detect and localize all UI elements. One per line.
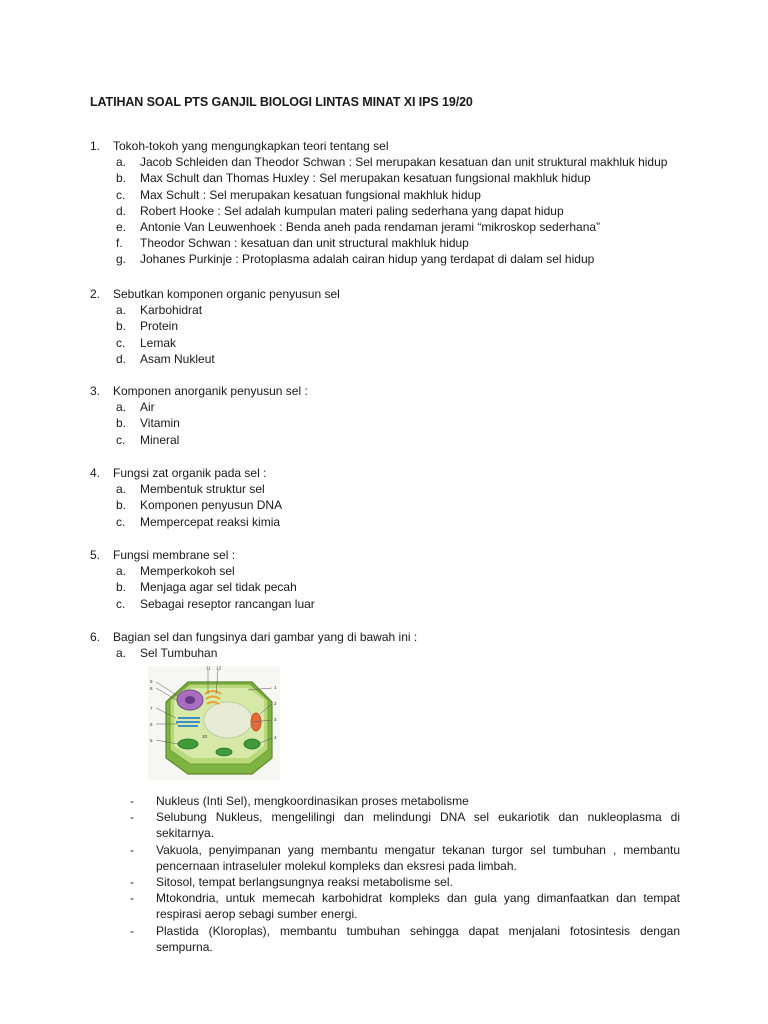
question-3 <box>90 383 690 448</box>
label-4: 4 <box>274 735 277 740</box>
question-number: 2. <box>90 287 101 301</box>
list-item <box>130 874 680 890</box>
label-9: 9 <box>150 679 153 684</box>
option-text: Jacob Schleiden dan Theodor Schwan : Sel merupakan kesatuan dan unit struktural makhluk hidup <box>140 155 668 170</box>
bullet-dash: - <box>130 875 134 890</box>
question-number: 5. <box>90 548 101 562</box>
list-item <box>130 923 680 955</box>
option-text: Robert Hooke : Sel adalah kumpulan materi paling sederhana yang dapat hidup <box>140 203 564 218</box>
option-text: Sebagai reseptor rancangan luar <box>140 596 315 611</box>
question-number: 1. <box>90 139 101 153</box>
option-text: Air <box>140 400 155 415</box>
option-letter: a. <box>116 155 127 170</box>
option-letter: b. <box>116 416 127 431</box>
label-12: 12 <box>216 666 222 671</box>
document-title: LATIHAN SOAL PTS GANJIL BIOLOGI LINTAS MINAT XI IPS 19/20 <box>90 95 473 109</box>
option-letter: a. <box>116 646 127 661</box>
option-letter: a. <box>116 564 127 579</box>
bullet-dash: - <box>130 923 134 938</box>
question-text: Fungsi zat organik pada sel : <box>113 466 267 480</box>
question-number: 4. <box>90 466 101 480</box>
question-text: Sebutkan komponen organic penyusun sel <box>113 287 340 301</box>
option-text: Lemak <box>140 335 177 350</box>
option-letter: d. <box>116 351 127 366</box>
option-letter: e. <box>116 220 127 235</box>
option-letter: c. <box>116 596 126 611</box>
option-letter: c. <box>116 187 126 202</box>
label-8: 8 <box>150 686 153 691</box>
chloroplast <box>216 748 232 756</box>
option-letter: b. <box>116 171 127 186</box>
option-letter: b. <box>116 498 127 513</box>
list-item-text: Nukleus (Inti Sel), mengkoordinasikan proses metabolisme <box>156 794 469 808</box>
label-10: 10 <box>202 734 208 739</box>
question-text: Fungsi membrane sel : <box>113 548 236 562</box>
vacuole <box>204 702 252 738</box>
question-text: Bagian sel dan fungsinya dari gambar yang di bawah ini : <box>113 630 418 644</box>
option-letter: a. <box>116 303 127 318</box>
option-text: Mempercepat reaksi kimia <box>140 514 281 529</box>
bullet-dash: - <box>130 842 134 857</box>
option-text: Theodor Schwan : kesatuan dan unit structural makhluk hidup <box>140 236 469 251</box>
question-5 <box>90 547 690 612</box>
option-letter: b. <box>116 580 127 595</box>
option-letter: d. <box>116 203 127 218</box>
question-number: 3. <box>90 384 101 398</box>
question-text: Tokoh-tokoh yang mengungkapkan teori tentang sel <box>113 139 389 153</box>
chloroplast <box>178 739 198 749</box>
option-text: Menjaga agar sel tidak pecah <box>140 580 297 595</box>
option-letter: a. <box>116 400 127 415</box>
nucleolus <box>185 696 195 704</box>
question-number: 6. <box>90 630 101 644</box>
option-text: Karbohidrat <box>140 303 203 318</box>
label-7: 7 <box>150 706 153 711</box>
question-4 <box>90 465 690 530</box>
bullet-dash: - <box>130 891 134 906</box>
label-5: 5 <box>150 738 153 743</box>
option-letter: c. <box>116 335 126 350</box>
option-text: Max Schult dan Thomas Huxley : Sel merupakan kesatuan fungsional makhluk hidup <box>140 171 591 186</box>
list-item <box>130 842 680 874</box>
list-item <box>130 809 680 841</box>
list-item-text: Plastida (Kloroplas), membantu tumbuhan sehingga dapat menjalani fotosintesis dengan sempurna. <box>156 923 680 954</box>
list-item <box>130 890 680 922</box>
option-text: Membentuk struktur sel <box>140 482 265 497</box>
chloroplast <box>244 739 260 749</box>
question-2 <box>90 286 690 367</box>
question-1 <box>90 138 690 268</box>
label-6: 6 <box>150 722 153 727</box>
option-letter: g. <box>116 252 127 267</box>
option-text: Max Schult : Sel merupakan kesatuan fungsional makhluk hidup <box>140 187 481 202</box>
label-11: 11 <box>206 666 211 671</box>
bullet-dash: - <box>130 794 134 808</box>
option-letter: c. <box>116 514 126 529</box>
label-2: 2 <box>274 701 277 706</box>
list-item-text: Mtokondria, untuk memecah karbohidrat kompleks dan gula yang dimanfaatkan dan tempat respirasi aerop sebagi sumber energi. <box>156 891 680 922</box>
option-text: Antonie Van Leuwenhoek : Benda aneh pada rendaman jerami “mikroskop sederhana” <box>140 220 601 235</box>
organelle-function-list <box>130 793 680 955</box>
option-text: Komponen penyusun DNA <box>140 498 283 513</box>
option-text: Vitamin <box>140 416 180 431</box>
question-text: Komponen anorganik penyusun sel : <box>113 384 308 398</box>
plant-cell-svg <box>148 666 280 780</box>
list-item <box>130 793 680 809</box>
label-1: 1 <box>274 685 277 690</box>
list-item-text: Selubung Nukleus, mengelilingi dan melindungi DNA sel eukariotik dan nukleoplasma di sekitarnya. <box>156 810 680 841</box>
option-letter: f. <box>116 236 123 251</box>
option-letter: c. <box>116 432 126 447</box>
plant-cell-diagram <box>148 666 280 780</box>
list-item-text: Vakuola, penyimpanan yang membantu mengatur tekanan turgor sel tumbuhan , membantu pencernaan intraseluler molekul kompleks dan eksresi pada limbah. <box>156 842 680 873</box>
option-letter: a. <box>116 482 127 497</box>
option-text: Protein <box>140 319 179 334</box>
list-item-text: Sitosol, tempat berlangsungnya reaksi metabolisme sel. <box>156 875 453 890</box>
option-text: Asam Nukleut <box>140 351 215 366</box>
option-text: Johanes Purkinje : Protoplasma adalah cairan hidup yang terdapat di dalam sel hidup <box>140 252 595 267</box>
label-3: 3 <box>274 717 277 722</box>
question-6 <box>90 629 690 661</box>
option-text: Memperkokoh sel <box>140 564 235 579</box>
option-text: Mineral <box>140 432 180 447</box>
bullet-dash: - <box>130 810 134 825</box>
option-text: Sel Tumbuhan <box>140 646 218 661</box>
option-letter: b. <box>116 319 127 334</box>
